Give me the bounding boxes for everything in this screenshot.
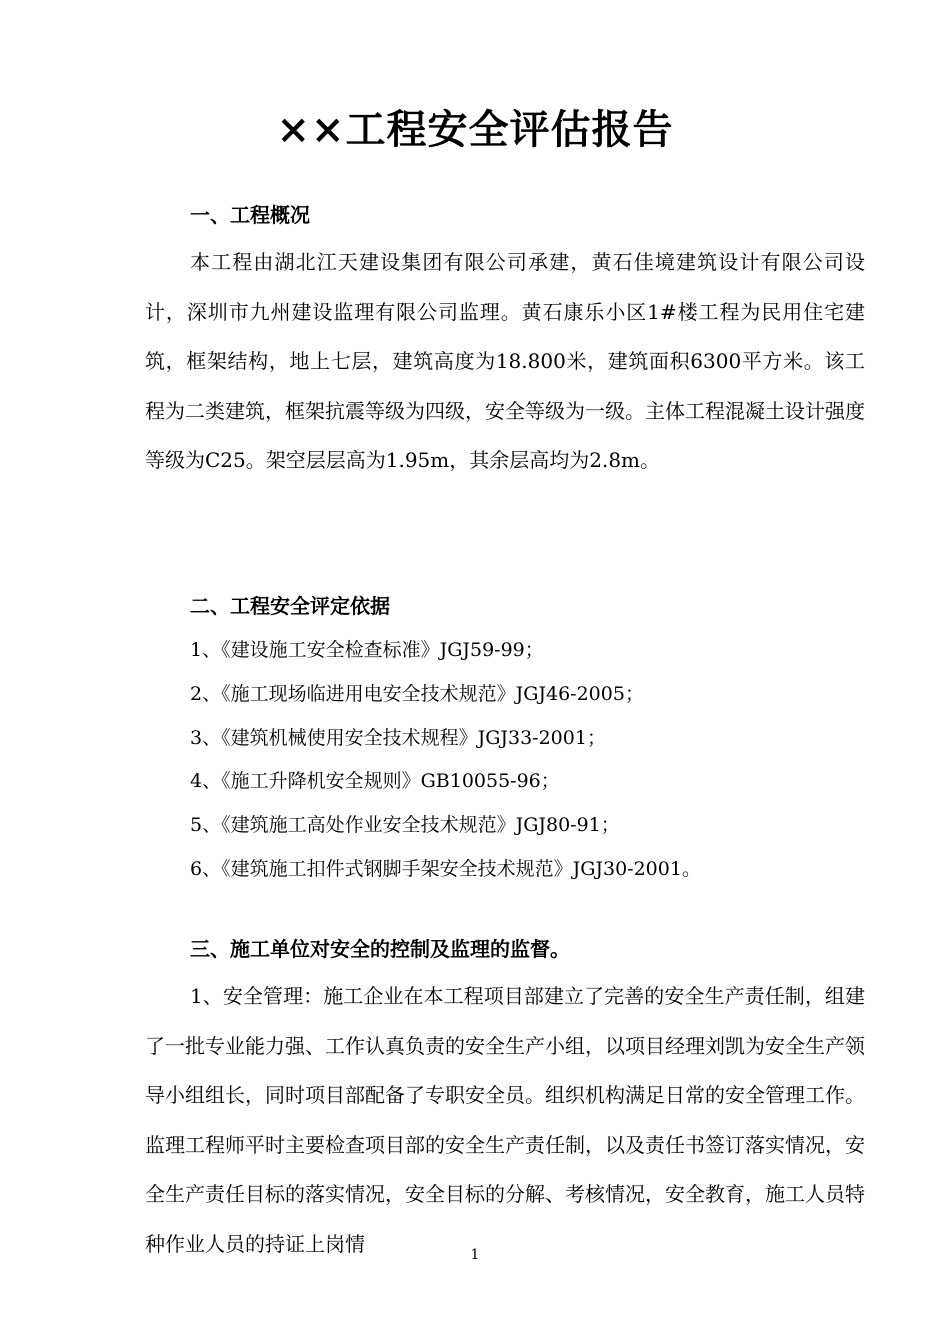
list-item: 6、《建筑施工扣件式钢脚手架安全技术规范》JGJ30-2001。 <box>190 857 701 880</box>
list-item: 3、《建筑机械使用安全技术规程》JGJ33-2001； <box>190 726 606 749</box>
list-item: 4、《施工升降机安全规则》GB10055-96； <box>190 770 560 793</box>
section-body-control: 1、安全管理：施工企业在本工程项目部建立了完善的安全生产责任制，组建了一批专业能力强、工作认真负责的安全生产小组，以项目经理刘凯为安全生产领导小组组长，同时项目部配备了专职安全员。组织机构满足日常的安全管理工作。监理工程师平时主要检查项目部的安全生产责任制，以及责任书签订落实情况，安全生产责任目标的落实情况，安全目标的分解、考核情况，安全教育，施工人员特种作业人员的持证上岗情 <box>145 984 865 1256</box>
section-heading-overview: 一、工程概况 <box>190 203 310 227</box>
section-body-overview: 本工程由湖北江天建设集团有限公司承建，黄石佳境建筑设计有限公司设计，深圳市九州建设监理有限公司监理。黄石康乐小区1#楼工程为民用住宅建筑，框架结构，地上七层，建筑高度为18.800米，建筑面积6300平方米。该工程为二类建筑，框架抗震等级为四级，安全等级为一级。主体工程混凝土设计强度等级为C25。架空层层高为1.95m，其余层高均为2.8m。 <box>145 250 865 473</box>
list-item: 1、《建设施工安全检查标准》JGJ59-99； <box>190 639 544 661</box>
list-item: 2、《施工现场临进用电安全技术规范》JGJ46-2005； <box>190 682 644 705</box>
section-heading-control: 三、施工单位对安全的控制及监理的监督。 <box>190 937 570 961</box>
document-title: ××工程安全评估报告 <box>276 106 674 153</box>
section-heading-basis: 二、工程安全评定依据 <box>190 594 390 618</box>
page-number: 1 <box>470 1247 480 1263</box>
basis-list <box>190 629 701 892</box>
list-item: 5、《建筑施工高处作业安全技术规范》JGJ80-91； <box>190 814 620 837</box>
